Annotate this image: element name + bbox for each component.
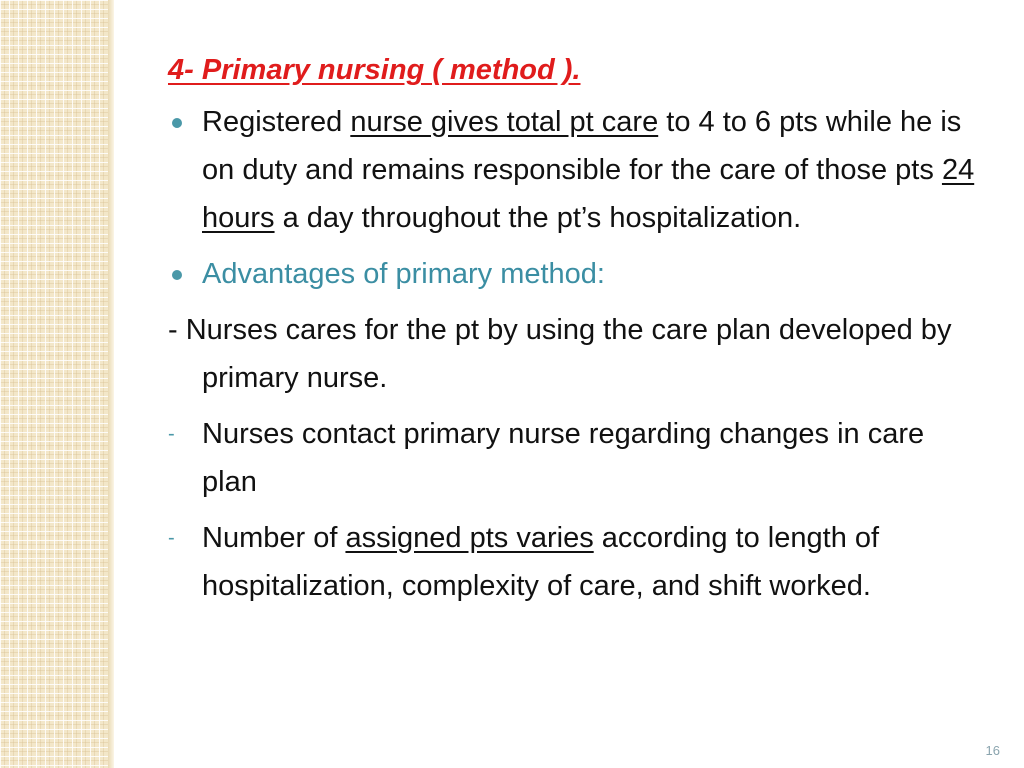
bullet-dot-icon (172, 118, 182, 128)
bullet1-text-3: a day throughout the pt’s hospitalization. (274, 202, 802, 234)
list-item-care-plan: - Nurses cares for the pt by using the care plan developed by primary nurse. (168, 314, 952, 394)
bullet-dot-icon (172, 270, 182, 280)
bullet1-underlined-1: nurse gives total pt care (350, 106, 659, 138)
bullet1-text-2: to 4 to 6 pts while he is on duty and remains responsible for the care of those pts (202, 106, 962, 186)
decorative-side-pattern (0, 0, 108, 768)
bullet1-text-1: Registered (202, 106, 351, 138)
list-item-3-underlined: assigned pts varies (345, 522, 594, 554)
slide-content (168, 50, 983, 618)
list-item-assigned-pts (168, 514, 983, 610)
slide-title: 4- Primary nursing ( method ). (168, 54, 581, 86)
list-item-3-text-1: Number of (202, 522, 346, 554)
dash-marker-icon: - (168, 527, 175, 549)
advantages-heading-text: Advantages of primary method: (202, 258, 605, 290)
bullet-advantages-heading (168, 250, 983, 298)
decorative-side-edge (108, 0, 114, 768)
bullet1-underlined-2: 24 hours (202, 154, 975, 234)
list-item-contact-primary-nurse (168, 410, 983, 506)
bullet-registered-nurse (168, 98, 983, 242)
list-item-3-text-2: according to length of hospitalization, complexity of care, and shift worked. (202, 522, 880, 602)
list-item-2-text: Nurses contact primary nurse regarding changes in care plan (202, 418, 925, 498)
page-number: 16 (985, 743, 1000, 758)
dash-marker-icon: - (168, 423, 175, 445)
